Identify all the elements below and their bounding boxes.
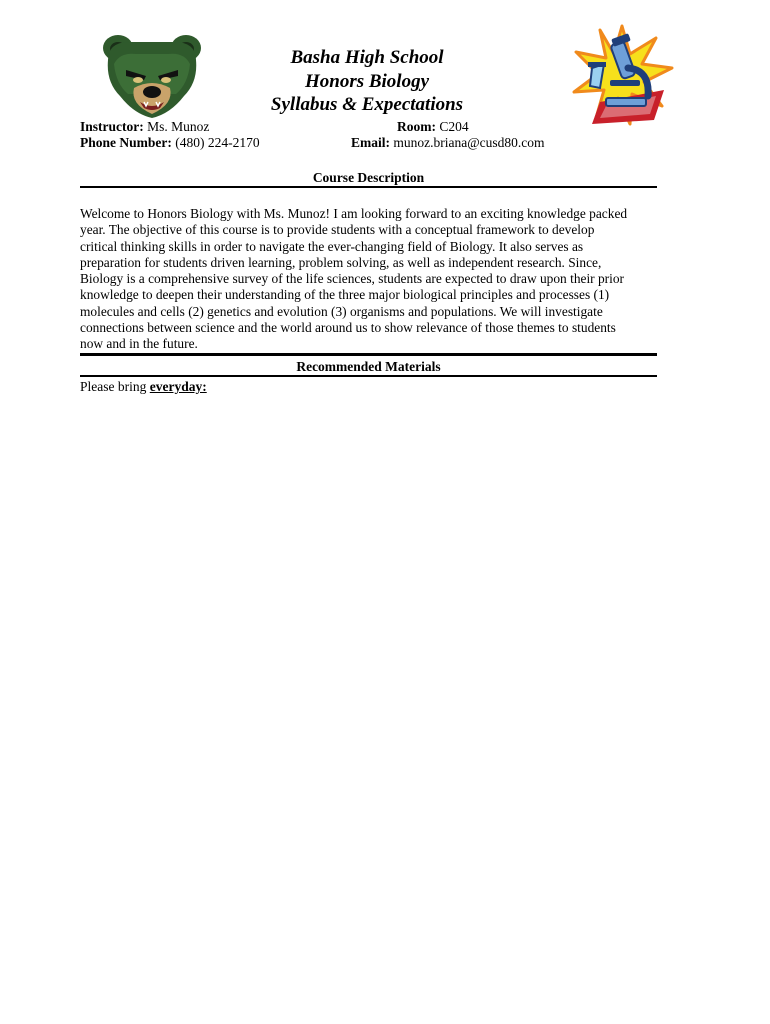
materials-bottom-rule <box>80 375 657 377</box>
bring-emphasis: everyday: <box>149 379 207 394</box>
document-title: Syllabus & Expectations <box>270 94 464 115</box>
instructor-label: Instructor: <box>80 119 144 134</box>
bear-mascot-icon <box>100 34 204 120</box>
description-line: Biology is a comprehensive survey of the life sciences, students are expected to draw upon their prior <box>80 271 625 287</box>
bring-intro: Please bring <box>80 379 150 394</box>
description-line: critical thinking skills in order to navigate the ever-changing field of Biology. It also serves as <box>80 238 584 254</box>
school-name: Basha High School <box>290 47 444 68</box>
phone-label: Phone Number: <box>80 135 172 150</box>
room-value: C204 <box>439 119 469 134</box>
phone-value: (480) 224-2170 <box>175 135 260 150</box>
room-label: Room: <box>397 119 436 134</box>
description-line: knowledge to deepen their understanding of the three major biological principles and processes (1) <box>80 287 610 303</box>
course-name: Honors Biology <box>304 70 430 92</box>
email-value[interactable]: munoz.briana@cusd80.com <box>393 135 545 150</box>
instructor-line <box>80 119 209 135</box>
description-line: year. The objective of this course is to provide students with a conceptual framework to develop <box>80 222 595 238</box>
course-description-heading: Course Description <box>312 170 425 185</box>
course-description-rule <box>80 186 657 188</box>
email-label: Email: <box>351 135 390 150</box>
materials-top-rule <box>80 353 657 356</box>
description-line: now and in the future. <box>80 336 198 352</box>
description-line: Welcome to Honors Biology with Ms. Munoz! I am looking forward to an exciting knowledge packed <box>80 206 628 221</box>
recommended-materials-heading: Recommended Materials <box>296 359 441 374</box>
course-description-text <box>80 206 660 353</box>
instructor-value: Ms. Munoz <box>147 119 210 134</box>
microscope-clipart-icon <box>570 24 674 128</box>
description-line: preparation for students driven learning, problem solving, as well as independent research. Since, <box>80 254 602 270</box>
email-line <box>351 135 545 151</box>
phone-line <box>80 135 260 151</box>
description-line: molecules and cells (2) genetics and evolution (3) organisms and populations. We will investigate <box>80 303 603 319</box>
title-block <box>230 46 504 117</box>
room-line <box>397 119 469 135</box>
description-line: connections between science and the world around us to show relevance of those themes to students <box>80 320 616 336</box>
bring-line <box>80 379 207 395</box>
